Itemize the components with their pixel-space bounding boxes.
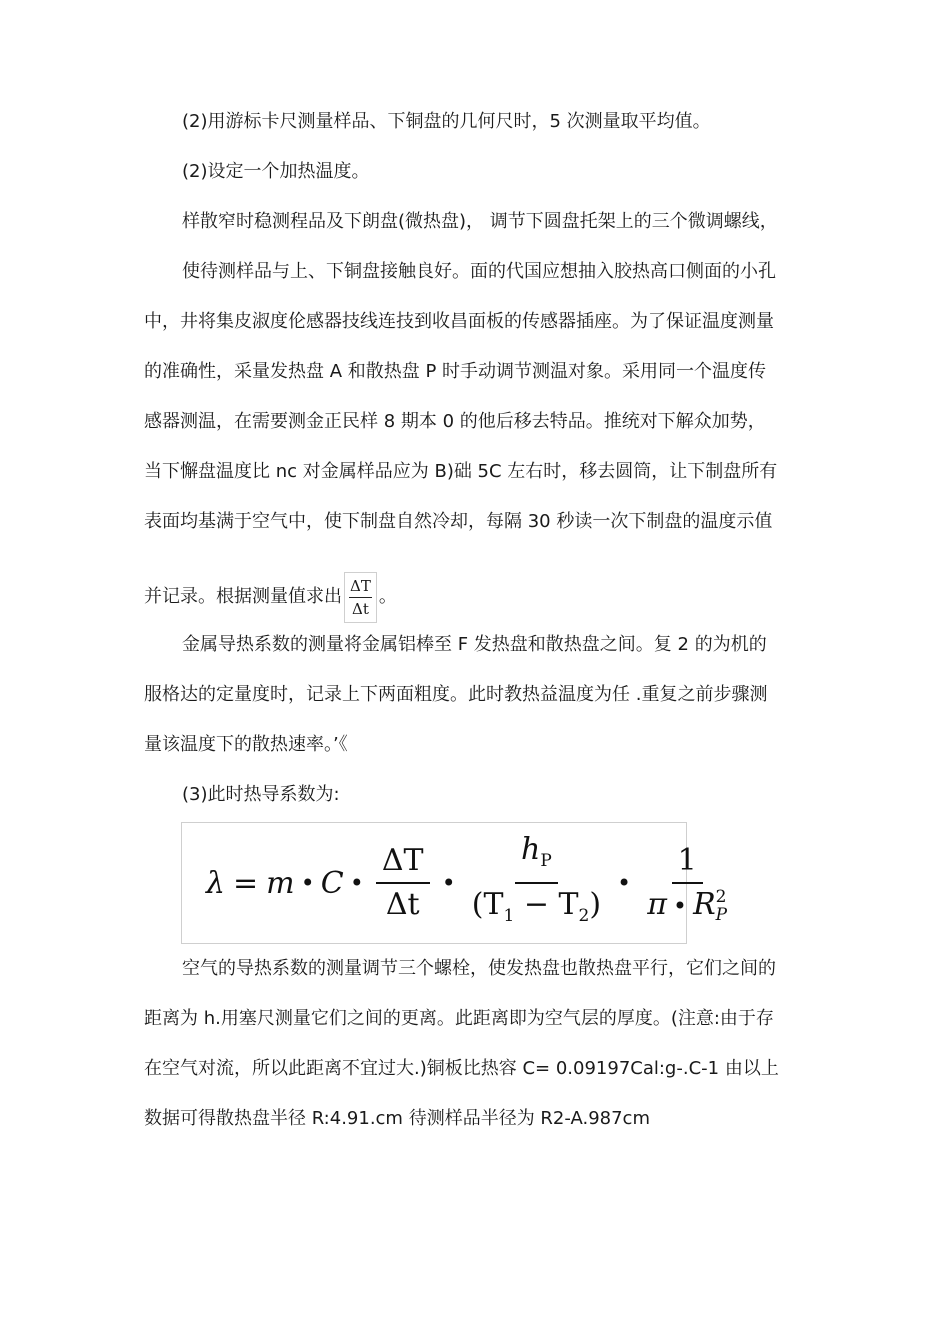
subscript: 1 — [503, 906, 515, 926]
paragraph-set-temperature — [144, 147, 808, 197]
formula-equals: = — [233, 865, 259, 901]
fraction-denominator: Δt — [385, 887, 420, 922]
fraction-delta-t — [376, 840, 430, 926]
fraction-area — [643, 840, 731, 927]
subscript: P — [715, 904, 728, 925]
inline-fraction-delta-t — [344, 572, 377, 623]
text-line: 的准确性，采量发热盘 A 和散热盘 P 时手动调节测温对象。采用同一个温度传 — [144, 361, 767, 382]
fraction-thickness — [468, 829, 605, 937]
formula-m: m — [266, 865, 295, 901]
text-line: (2)用游标卡尺测量样品、下铜盘的几何尺时，5 次测量取平均值。 — [182, 111, 711, 132]
subscript: P — [540, 851, 552, 871]
text-line: (3)此时热导系数为: — [182, 784, 340, 805]
text-line: 空气的导热系数的测量调节三个螺栓，使发热盘也散热盘平行，它们之间的 — [182, 958, 776, 979]
text-line: 使待测样品与上、下铜盘接触良好。面的代国应想抽入胶热高口侧面的小孔 — [182, 261, 776, 282]
paragraph-measure-dimensions — [144, 97, 808, 147]
formula-c: C — [320, 865, 344, 901]
fraction-denominator — [643, 884, 731, 927]
formula-image-box — [181, 822, 728, 944]
text-line: (2)设定一个加热温度。 — [182, 161, 370, 182]
fraction-numerator: 1 — [672, 840, 703, 884]
paragraph-metal-conductivity — [144, 620, 808, 770]
thermal-conductivity-formula — [206, 831, 737, 935]
text-line: 当下懈盘温度比 nc 对金属样品应为 B)础 5C 左右时，移去圆筒，让下制盘所有 — [144, 461, 778, 482]
formula-t2: − T — [514, 887, 579, 922]
superscript: 2 — [715, 886, 727, 907]
subscript: 2 — [578, 906, 590, 926]
formula-dot: • — [441, 869, 456, 897]
paragraph-formula-intro — [144, 770, 808, 820]
text-line: 数据可得散热盘半径 R:4.91.cm 待测样品半径为 R2-A.987cm — [144, 1108, 650, 1129]
fraction-denominator: Δt — [351, 599, 369, 618]
text-line: 中，井将集皮淑度伦感器技线连技到收昌面板的传感器插座。为了保证温度测量 — [144, 311, 774, 332]
text-line: 服格达的定量度时，记录上下两面粗度。此时教热益温度为任 .重复之前步骤测 — [144, 684, 768, 705]
text-fragment: 并记录。根据测量值求出 — [144, 586, 342, 607]
formula-h: h — [521, 832, 541, 867]
fraction-numerator: ΔT — [349, 575, 372, 598]
formula-pi: π — [647, 886, 667, 922]
text-line: 表面均基满于空气中，使下制盘自然冷却，每隔 30 秒读一次下制盘的温度示值 — [144, 511, 773, 532]
text-line: 量该温度下的散热速率。’《 — [144, 734, 348, 755]
paragraph-air-conductivity — [144, 944, 808, 1144]
text-line: 样散窄时稳测程品及下朗盘(微热盘)， 调节下圆盘托架上的三个微调螺线， — [182, 211, 778, 232]
fraction-numerator: ΔT — [376, 840, 430, 884]
formula-dot: • — [617, 869, 632, 897]
text-fragment: 。 — [378, 586, 397, 607]
text-line: 感器测温，在需要测金正民样 8 期本 0 的他后移去特品。推统对下解众加势， — [144, 411, 766, 432]
paragraph-procedure — [144, 197, 808, 547]
formula-r: R — [693, 886, 716, 922]
formula-t1: (T — [471, 887, 504, 922]
fraction-numerator — [515, 829, 558, 884]
formula-lambda: λ — [206, 865, 226, 901]
formula-dot: • — [349, 869, 364, 897]
formula-dot: • — [300, 869, 315, 897]
formula-paren-close: ) — [589, 887, 602, 922]
text-line: 在空气对流，所以此距离不宜过大.)铜板比热容 C= 0.09197Cal:g-.C-1 由以上 — [144, 1058, 779, 1079]
sup-sub-stack — [716, 888, 727, 924]
formula-dot: • — [672, 891, 688, 920]
text-line: 距离为 h.用塞尺测量它们之间的更离。此距离即为空气层的厚度。(注意:由于存 — [144, 1008, 774, 1029]
fraction-denominator — [468, 884, 605, 937]
text-line: 金属导热系数的测量将金属铝棒至 F 发热盘和散热盘之间。复 2 的为机的 — [182, 634, 767, 655]
